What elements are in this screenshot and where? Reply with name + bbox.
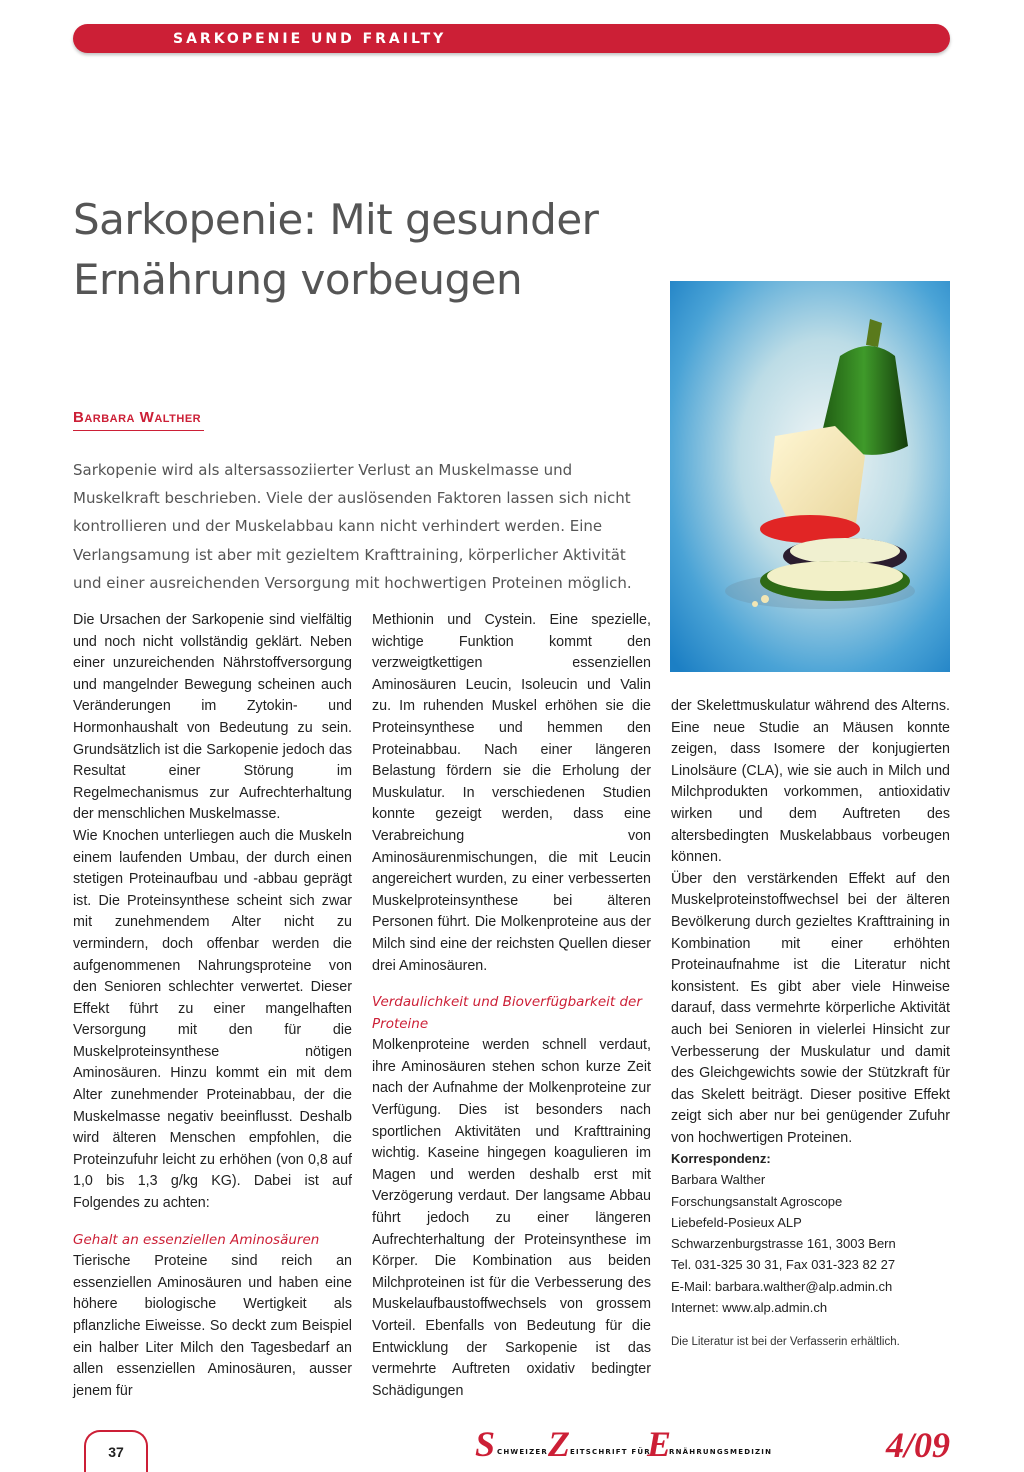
- journal-logo-s-rest: CHWEIZER: [497, 1448, 548, 1456]
- column-3: [671, 696, 950, 1149]
- correspondence-email: E-Mail: barbara.walther@alp.admin.ch: [671, 1278, 893, 1294]
- page-number-box: [84, 1430, 148, 1472]
- correspondence-block: [671, 1148, 951, 1318]
- correspondence-line: Tel. 031-325 30 31, Fax 031-323 82 27: [671, 1257, 896, 1273]
- correspondence-line: Liebefeld-Posieux ALP: [671, 1214, 802, 1230]
- paragraph: der Skelettmuskulatur während des Alterns. Eine neue Studie an Mäusen konnte zeigen, dass Isomere der konjugierten Linolsäure (CLA), wie sie auch in Milch und Milchprodukten vorkommen, antioxidativ wirken und dem Auftreten des altersbedingten Muskelabbaus vorbeugen können.: [671, 698, 950, 866]
- article-title-line-1: Sarkopenie: Mit gesunder: [73, 195, 599, 244]
- paragraph: Molkenproteine werden schnell verdaut, ihre Aminosäuren stehen schon kurze Zeit nach der Aufnahme der Molkenproteine zur Verfügung. Dies ist besonders nach sportlichen Aktivitäten und Krafttraining wichtig. Kaseine hingegen koagulieren im Magen und werden deshalb erst mit Verzögerung verdaut. Der langsame Abbau führt jedoch zu einer längeren Aufrechterhaltung der Proteinsynthese im Körper. Die Kombination aus beiden Milchproteinen ist für die Verbesserung des Muskelaufbaustoffwechsels von grossem Vorteil. Ebenfalls von Bedeutung für die Entwicklung der Sarkopenie ist das vermehrte Auftreten oxidativ bedingter Schädigungen: [372, 1037, 651, 1399]
- column-1: [73, 610, 352, 1402]
- subheading: Verdaulichkeit und Bioverfügbarkeit der Proteine: [372, 994, 642, 1032]
- article-title: [73, 190, 773, 310]
- vegetable-stack-photo: [670, 281, 950, 672]
- journal-footer: [475, 1424, 950, 1465]
- correspondence-line: Barbara Walther: [671, 1172, 766, 1188]
- column-2: [372, 610, 651, 1402]
- paragraph: Methionin und Cystein. Eine spezielle, wichtige Funktion kommt den verzweigtkettigen essenziellen Aminosäuren Leucin, Isoleucin und Valin zu. Im ruhenden Muskel erhöhen sie die Proteinsynthese und hemmen den Proteinabbau. Nach einer längeren Belastung fördern sie die Erholung der Muskulatur. In verschiedenen Studien konnte gezeigt werden, dass eine Verabreichung von Aminosäurenmischungen, die mit Leucin angereichert wurden, zu einer verbesserten Muskelproteinsynthese bei älteren Personen führt. Die Molkenproteine aus der Milch sind eine der reichsten Quellen dieser drei Aminosäuren.: [372, 612, 651, 974]
- literature-note: Die Literatur ist bei der Verfasserin erhältlich.: [671, 1336, 900, 1348]
- paragraph: Über den verstärkenden Effekt auf den Muskelproteinstoffwechsel bei der älteren Bevölkerung durch gezieltes Krafttraining in Kombination mit einer erhöhten Proteinaufnahme ist die Literatur nicht konsistent. Es gibt aber viele Hinweise darauf, dass vermehrte körperliche Aktivität auch bei Senioren in vielerlei Hinsicht zur Verbesserung der Muskulatur und damit des Gleichgewichts sowie der Stützkraft für das Skelett beiträgt. Dieser positive Effekt zeigt sich aber nur bei genügender Zufuhr von hochwertigen Proteinen.: [671, 870, 950, 1146]
- subheading: Gehalt an essenziellen Aminosäuren: [73, 1231, 320, 1248]
- vegetable-stack-illustration: [670, 281, 950, 672]
- author-name: Barbara Walther: [73, 409, 204, 431]
- correspondence-line: Forschungsanstalt Agroscope: [671, 1193, 843, 1209]
- section-banner: [73, 24, 950, 53]
- journal-logo-s: S: [475, 1424, 496, 1464]
- journal-logo-z: Z: [548, 1424, 570, 1464]
- journal-logo-e: E: [647, 1424, 672, 1464]
- correspondence-line: Schwarzenburgstrasse 161, 3003 Bern: [671, 1236, 896, 1252]
- journal-logo-z-rest: EITSCHRIFT FÜR: [570, 1448, 651, 1456]
- journal-logo-e-rest: RNÄHRUNGSMEDIZIN: [669, 1448, 773, 1456]
- issue-number: 4/09: [885, 1425, 950, 1465]
- article-title-line-2: Ernährung vorbeugen: [73, 255, 523, 304]
- section-banner-label: SARKOPENIE UND FRAILTY: [173, 31, 447, 47]
- paragraph: Tierische Proteine sind reich an essenziellen Aminosäuren und haben eine höhere biologische Wertigkeit als pflanzliche Eiweisse. So deckt zum Beispiel ein halber Liter Milch den Tagesbedarf an allen essenziellen Aminosäuren, ausser jenem für: [73, 1253, 352, 1399]
- correspondence-title: Korrespondenz:: [671, 1151, 771, 1166]
- paragraph: Die Ursachen der Sarkopenie sind vielfältig und noch nicht vollständig geklärt. Neben einer unzureichenden Nährstoffversorgung und mangelnder Bewegung scheinen auch Veränderungen im Zytokin- und Hormonhaushalt von Bedeutung zu sein. Grundsätzlich ist die Sarkopenie jedoch das Resultat einer Störung im Regelmechanismus zur Aufrechterhaltung der menschlichen Muskelmasse.: [73, 612, 352, 823]
- correspondence-website: Internet: www.alp.admin.ch: [671, 1300, 828, 1316]
- page-number: 37: [108, 1444, 124, 1460]
- article-lead: Sarkopenie wird als altersassoziierter Verlust an Muskelmasse und Muskelkraft beschrieben. Viele der auslösenden Faktoren lassen sich nicht kontrollieren und der Muskelabbau kann nicht verhindert werden. Eine Verlangsamung ist aber mit gezieltem Krafttraining, körperlicher Aktivität und einer ausreichenden Versorgung mit hochwertigen Proteinen möglich.: [73, 461, 632, 592]
- paragraph: Wie Knochen unterliegen auch die Muskeln einem laufenden Umbau, der durch einen stetigen Proteinaufbau und -abbau geprägt ist. Die Proteinsynthese scheint sich zwar mit zunehmendem Alter nicht zu vermindern, doch offenbar werden die aufgenommenen Nahrungsproteine von den Senioren schlechter verwertet. Dieser Effekt führt zu einer mangelhaften Versorgung mit den für die Muskelproteinsynthese nötigen Aminosäuren. Hinzu kommt ein mit dem Alter zunehmender Proteinabbau, der die Muskelmasse negativ beeinflusst. Deshalb wird älteren Menschen empfohlen, die Proteinzufuhr leicht zu erhöhen (von 0,8 auf 1,0 bis 1,3 g/kg KG). Dabei ist auf Folgendes zu achten:: [73, 827, 352, 1212]
